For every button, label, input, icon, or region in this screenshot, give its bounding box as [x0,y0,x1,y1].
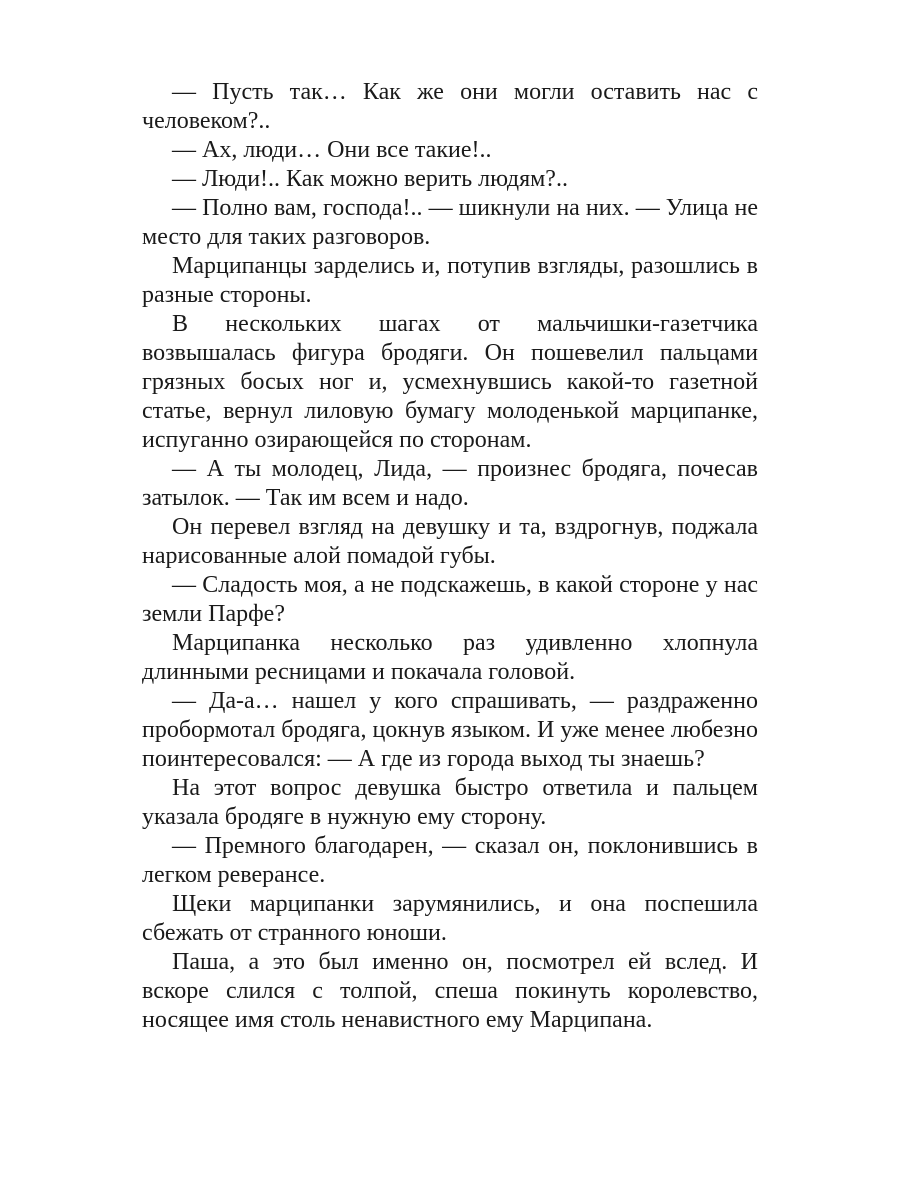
paragraph: — Полно вам, господа!.. — шикнули на них. — Улица не место для таких разговоров. [142,195,758,250]
paragraph: — Люди!.. Как можно верить людям?.. [172,166,568,192]
paragraph: Марципанка несколько раз удивленно хлопнула длинными ресницами и покачала головой. [142,630,758,685]
paragraph: — Ах, люди… Они все такие!.. [172,137,492,163]
paragraph: В нескольких шагах от мальчишки-газетчика возвышалась фигура бродяги. Он пошевелил пальцами грязных босых ног и, усмехнувшись какой-то газетной статье, вернул лиловую бумагу молоденькой марципанке, испуганно озирающейся по сторонам. [142,311,758,453]
paragraph: — Сладость моя, а не подскажешь, в какой стороне у нас земли Парфе? [142,572,758,627]
paragraph: Щеки марципанки зарумянились, и она поспешила сбежать от странного юноши. [142,891,758,946]
paragraph: — Премного благодарен, — сказал он, поклонившись в легком реверансе. [142,833,758,888]
paragraph: — А ты молодец, Лида, — произнес бродяга, почесав затылок. — Так им всем и надо. [142,456,758,511]
paragraph: Паша, а это был именно он, посмотрел ей вслед. И вскоре слился с толпой, спеша покинуть королевство, носящее имя столь ненавистного ему Марципана. [142,949,758,1033]
paragraph: — Пусть так… Как же они могли оставить нас с человеком?.. [142,79,758,134]
paragraph: Он перевел взгляд на девушку и та, вздрогнув, поджала нарисованные алой помадой губы. [142,514,758,569]
paragraph: — Да-а… нашел у кого спрашивать, — раздраженно пробормотал бродяга, цокнув языком. И уже менее любезно поинтересовался: — А где из города выход ты знаешь? [142,688,758,772]
page-text [142,78,758,1035]
paragraph: Марципанцы зарделись и, потупив взгляды, разошлись в разные стороны. [142,253,758,308]
paragraph: На этот вопрос девушка быстро ответила и пальцем указала бродяге в нужную ему сторону. [142,775,758,830]
